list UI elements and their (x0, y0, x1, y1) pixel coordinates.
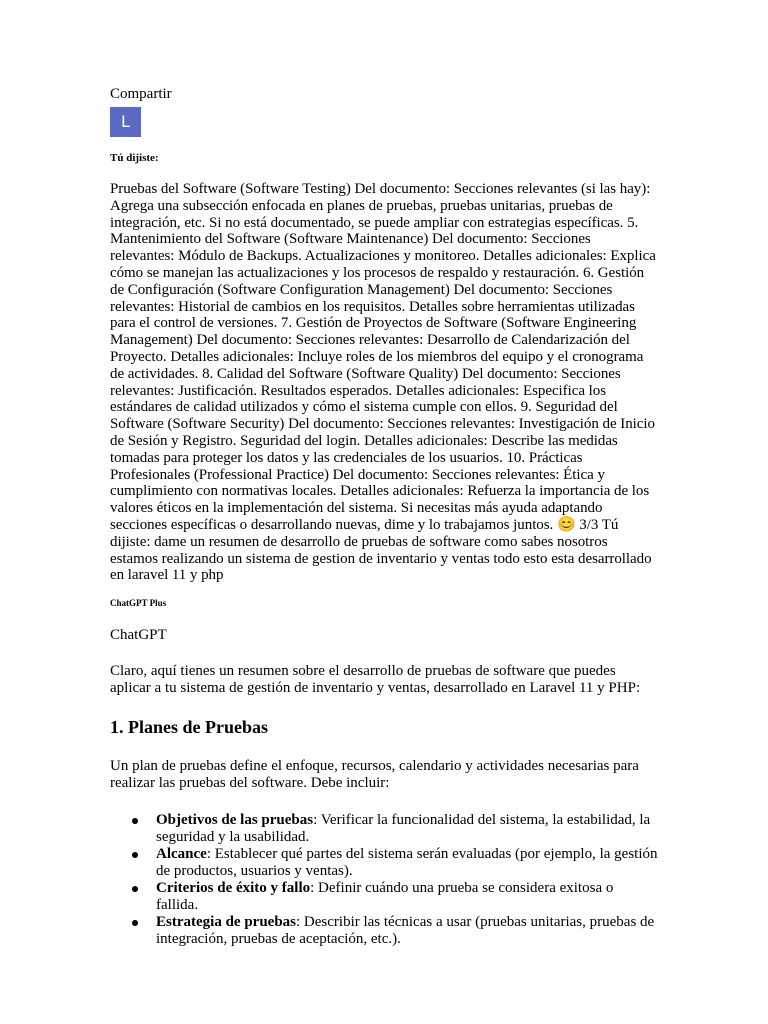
bullet-description: : Describir las técnicas a usar (pruebas unitarias, pruebas de integración, pruebas de aceptación, etc.). (156, 914, 655, 948)
bullet-dot (132, 886, 138, 892)
bullet-dot (132, 852, 138, 858)
bullet-list (110, 812, 658, 948)
user-message: Pruebas del Software (Software Testing) Del documento: Secciones relevantes (si las hay): Agrega una subsección enfocada en planes de pruebas, pruebas unitarias, pruebas de integración, etc. Si no está documentado, se puede ampliar con estrategias específicas. 5. Mantenimiento del Software (Software Maintenance) Del documento: Secciones relevantes: Módulo de Backups. Actualizaciones y monitoreo. Detalles adicionales: Explica cómo se manejan las actualizaciones y los procesos de respaldo y restauración. 6. Gestión de Configuración (Software Configuration Management) Del documento: Secciones relevantes: Historial de cambios en los requisitos. Detalles sobre herramientas utilizadas para el control de versiones. 7. Gestión de Proyectos de Software (Software Engineering Management) Del documento: Secciones relevantes: Desarrollo de Calendarización del Proyecto. Detalles adicionales: Incluye roles de los miembros del equipo y el cronograma de actividades. 8. Calidad del Software (Software Quality) Del documento: Secciones relevantes: Justificación. Resultados esperados. Detalles adicionales: Especifica los estándares de calidad utilizados y cómo el sistema cumple con ellos. 9. Seguridad del Software (Software Security) Del documento: Secciones relevantes: Investigación de Inicio de Sesión y Registro. Seguridad del login. Detalles adicionales: Describe las medidas tomadas para proteger los datos y las credenciales de los usuarios. 10. Prácticas Profesionales (Professional Practice) Del documento: Secciones relevantes: Ética y cumplimiento con normativas locales. Detalles adicionales: Refuerza la importancia de los valores éticos en la implementación del sistema. Si necesitas más ayuda adaptando secciones específicas o desarrollando nuevas, dime y lo trabajamos juntos. 😊 3/3 Tú dijiste: dame un resumen de desarrollo de pruebas de software como sabes nosotros estamos realizando un sistema de gestion de inventario y ventas todo esto esta desarrollado en laravel 11 y php (110, 181, 656, 584)
assistant-name: ChatGPT (110, 627, 167, 644)
user-speaker-label: Tú dijiste: (110, 152, 159, 164)
assistant-intro: Claro, aquí tienes un resumen sobre el desarrollo de pruebas de software que puedes aplicar a tu sistema de gestión de inventario y ventas, desarrollado en Laravel 11 y PHP: (110, 663, 641, 697)
list-item (110, 846, 658, 880)
bullet-term: Objetivos de las pruebas (156, 812, 314, 829)
bullet-term: Estrategia de pruebas (156, 914, 296, 931)
section-text: Un plan de pruebas define el enfoque, recursos, calendario y actividades necesarias para realizar las pruebas del software. Debe incluir: (110, 758, 639, 792)
user-avatar[interactable] (110, 107, 141, 137)
bullet-dot (132, 920, 138, 926)
bullet-term: Criterios de éxito y fallo (156, 880, 311, 897)
bullet-description: : Verificar la funcionalidad del sistema, la estabilidad, la seguridad y la usabilidad. (156, 812, 651, 846)
avatar-letter: L (121, 112, 130, 131)
bullet-description: : Definir cuándo una prueba se considera exitosa o fallida. (156, 880, 614, 914)
list-item (110, 880, 658, 914)
bullet-term: Alcance (156, 846, 207, 863)
assistant-speaker-label: ChatGPT Plus (110, 598, 167, 609)
list-item (110, 914, 658, 948)
bullet-description: : Establecer qué partes del sistema serán evaluadas (por ejemplo, la gestión de productos, usuarios y ventas). (156, 846, 658, 880)
bullet-dot (132, 818, 138, 824)
document-page (110, 86, 658, 948)
share-label[interactable]: Compartir (110, 86, 172, 102)
section-heading: 1. Planes de Pruebas (110, 717, 269, 738)
list-item (110, 812, 658, 846)
